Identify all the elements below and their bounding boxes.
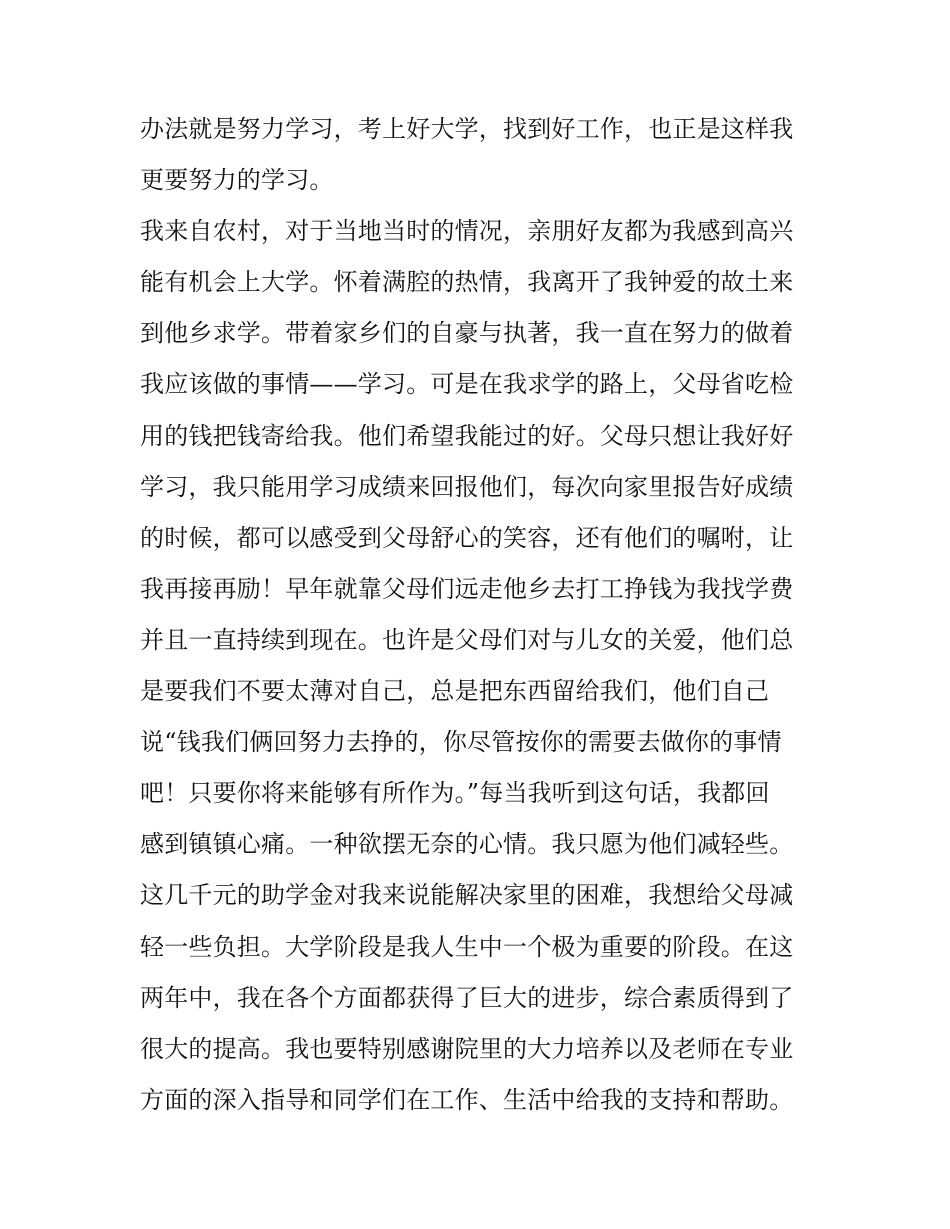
text-line: 方面的深入指导和同学们在工作、生活中给我的支持和帮助。 <box>140 1085 794 1114</box>
text-line: 感到镇镇心痛。一种欲摆无奈的心情。我只愿为他们减轻些。 <box>140 830 794 859</box>
text-line: 吧！只要你将来能够有所作为。”每当我听到这句话，我都回 <box>140 779 770 808</box>
body-text <box>140 104 820 1126</box>
text-line: 办法就是努力学习，考上好大学，找到好工作，也正是这样我 <box>140 115 794 143</box>
text-line: 到他乡求学。带着家乡们的自豪与执著，我一直在努力的做着 <box>140 319 794 348</box>
text-line: 用的钱把钱寄给我。他们希望我能过的好。父母只想让我好好 <box>140 421 794 450</box>
text-line: 我应该做的事情——学习。可是在我求学的路上，父母省吃检 <box>140 370 794 399</box>
text-line: 这几千元的助学金对我来说能解决家里的困难，我想给父母减 <box>140 881 794 910</box>
text-line: 的时候，都可以感受到父母舒心的笑容，还有他们的嘱咐，让 <box>140 523 794 552</box>
text-line: 说“钱我们俩回努力去挣的，你尽管按你的需要去做你的事情 <box>140 728 782 757</box>
text-line: 能有机会上大学。怀着满腔的热情，我离开了我钟爱的故土来 <box>140 268 794 297</box>
text-line: 并且一直持续到现在。也许是父母们对与儿女的关爱，他们总 <box>140 625 794 654</box>
text-line: 我来自农村，对于当地当时的情况，亲朋好友都为我感到高兴 <box>140 217 794 246</box>
text-line: 我再接再励！早年就靠父母们远走他乡去打工挣钱为我找学费 <box>140 574 794 603</box>
text-line: 两年中，我在各个方面都获得了巨大的进步，综合素质得到了 <box>140 983 794 1012</box>
text-line: 很大的提高。我也要特别感谢院里的大力培养以及老师在专业 <box>140 1034 794 1063</box>
text-line: 学习，我只能用学习成绩来回报他们，每次向家里报告好成绩 <box>140 472 794 501</box>
text-line: 轻一些负担。大学阶段是我人生中一个极为重要的阶段。在这 <box>140 932 794 961</box>
text-line: 更要努力的学习。 <box>140 166 334 195</box>
text-line: 是要我们不要太薄对自己，总是把东西留给我们，他们自己 <box>140 677 770 706</box>
